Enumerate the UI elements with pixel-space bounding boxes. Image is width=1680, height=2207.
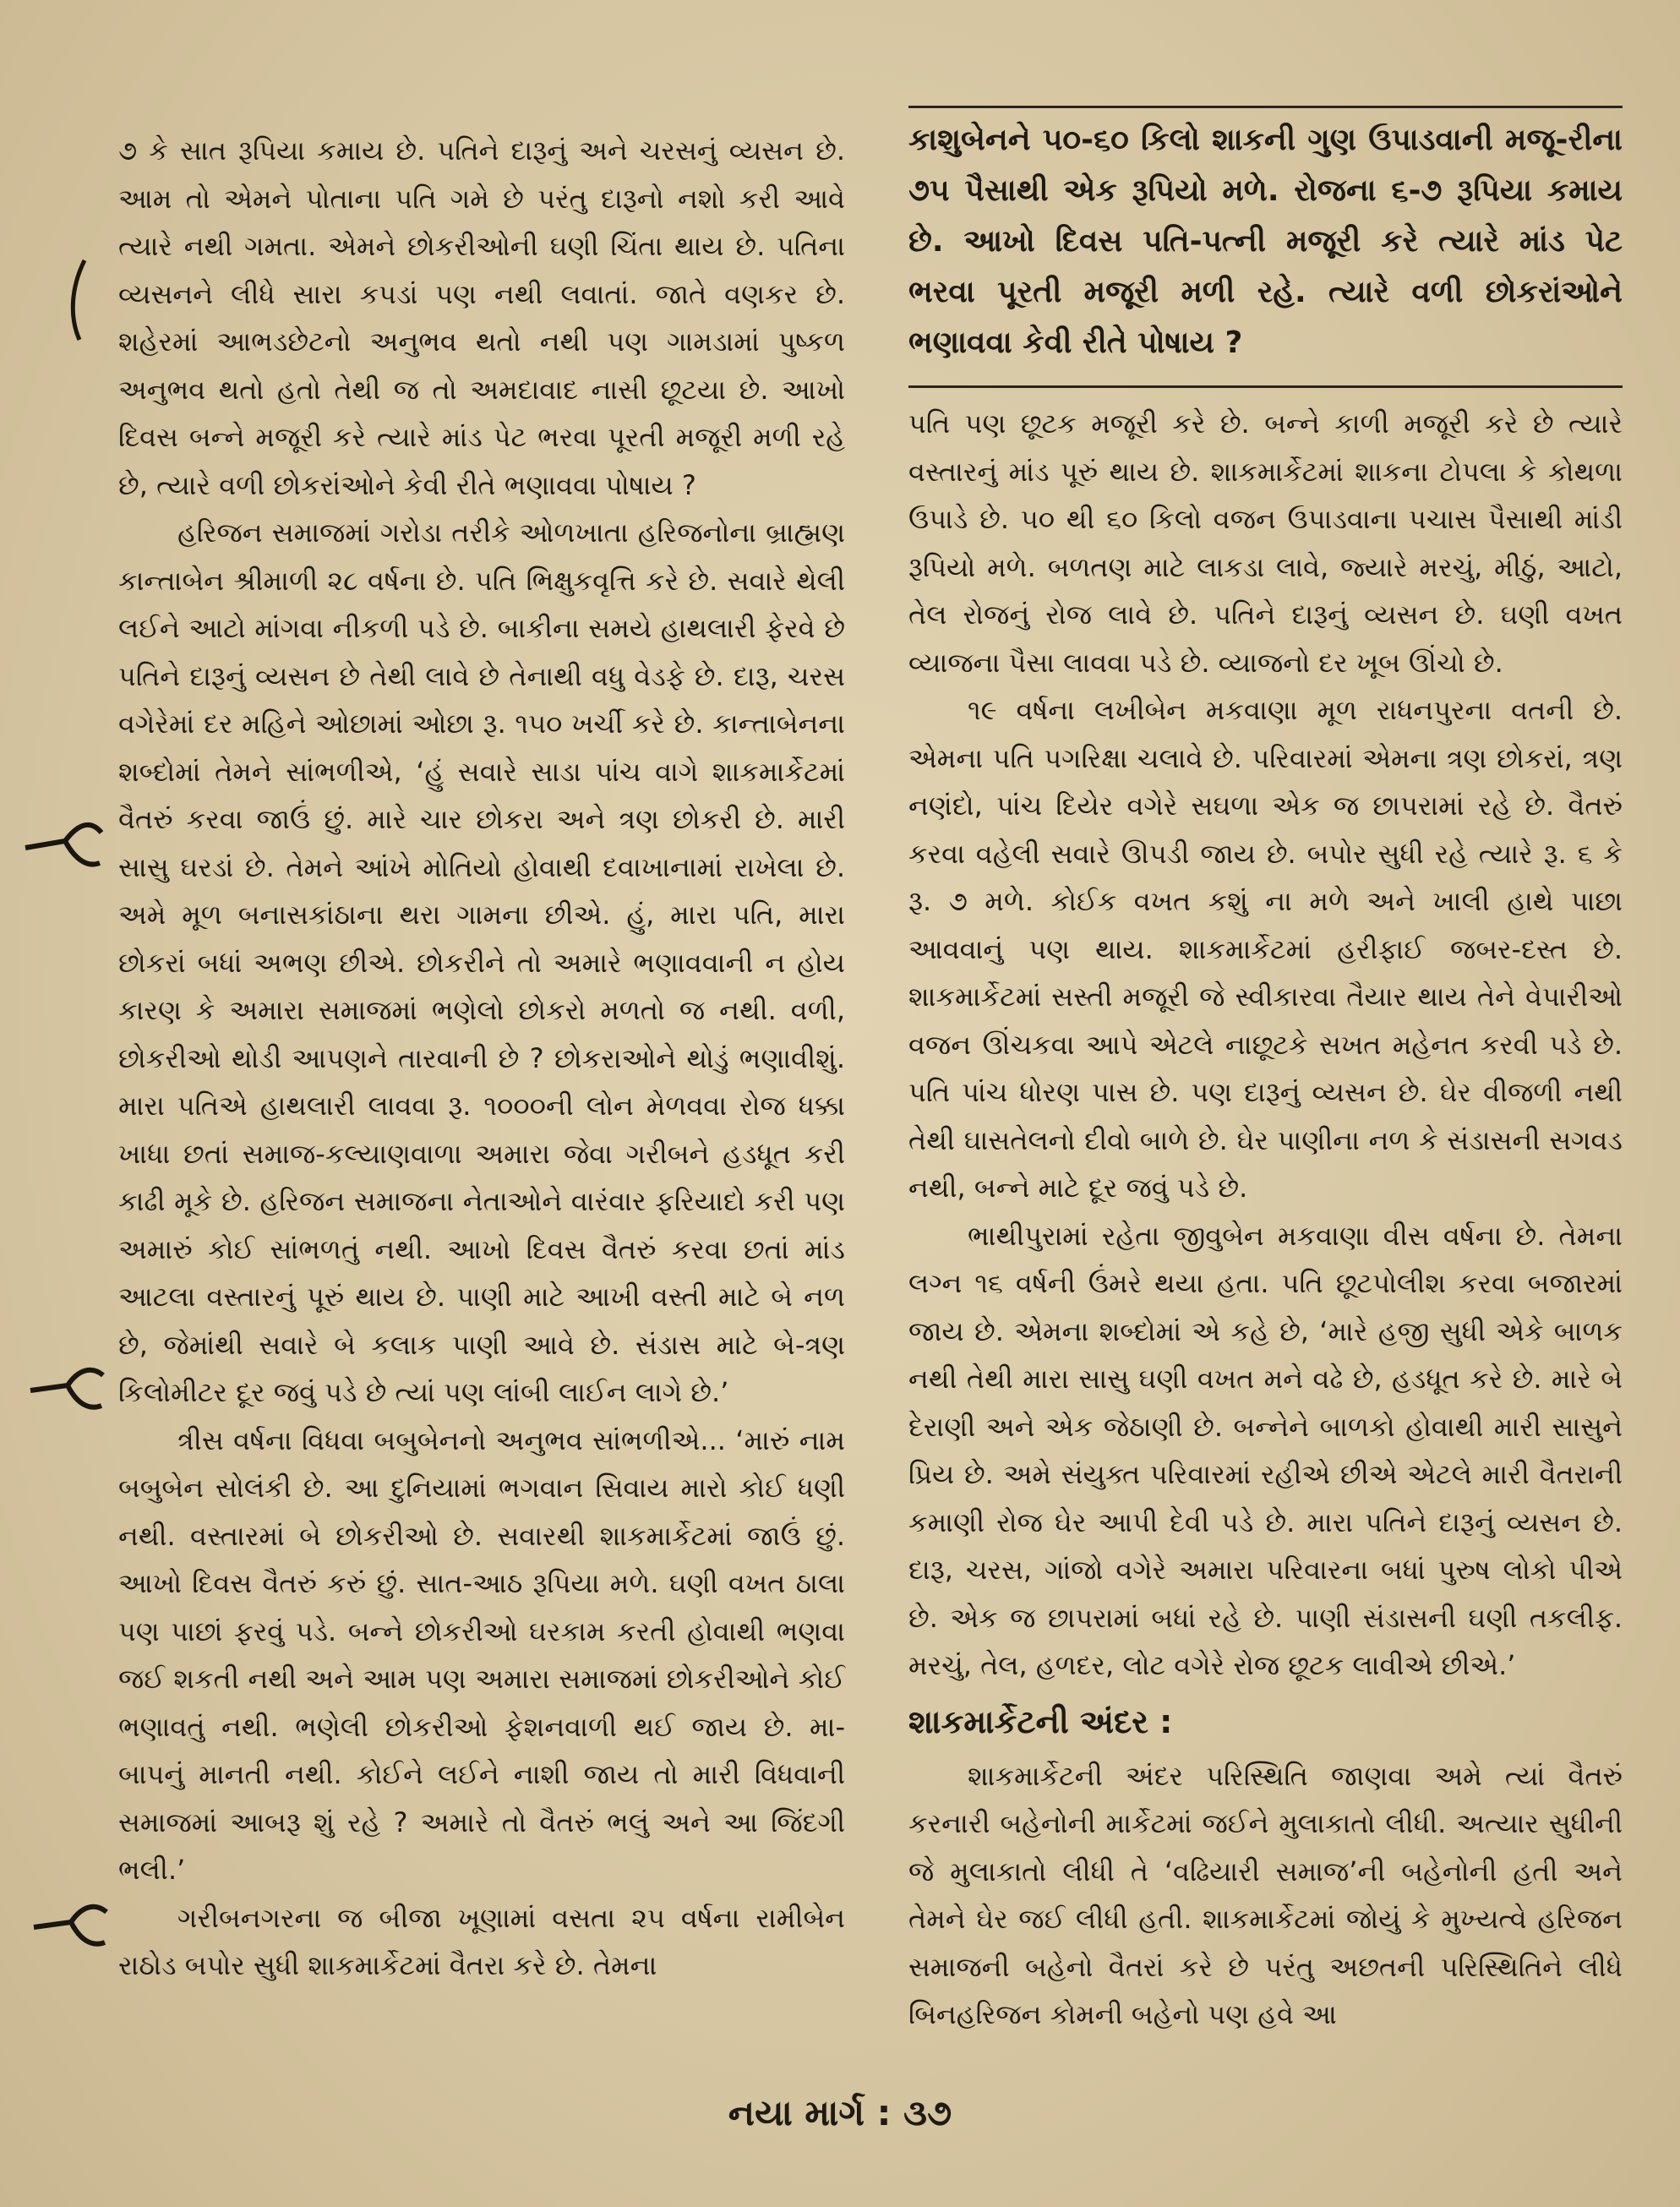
section-heading: શાકમાર્કેટની અંદર :: [908, 1702, 1173, 1740]
pull-quote-box: [908, 106, 1623, 388]
paragraph: ભાથીપુરામાં રહેતા જીવુબેન મકવાણા વીસ વર્ષના છે. તેમના લગ્ન ૧૬ વર્ષની ઉંમરે થયા હતા. પતિ છૂટપોલીશ કરવા બજારમાં જાય છે. એમના શબ્દોમાં એ કહે છે, ‘મારે હજી સુધી એકે બાળક નથી તેથી મારા સાસુ ઘણી વખત મને વઢે છે, હડધૂત કરે છે. મારે બે દેરાણી અને એક જેઠાણી છે. બન્નેને બાળકો હોવાથી મારી સાસુને પ્રિય છે. અમે સંયુક્ત પરિવારમાં રહીએ છીએ એટલે મારી વૈતરાની કમાણી રોજ ઘેર આપી દેવી પડે છે. મારા પતિને દારૂનું વ્યસન છે. દારૂ, ચરસ, ગાંજો વગેરે અમારા પરિવારના બધાં પુરુષ લોકો પીએ છે. એક જ છાપરામાં બધાં રહે છે. પાણી સંડાસની ઘણી તકલીફ. મરચું, તેલ, હળદર, લોટ વગેરે રોજ છૂટક લાવીએ છીએ.’: [908, 1219, 1623, 1681]
paragraph: હરિજન સમાજમાં ગરોડા તરીકે ઓળખાતા હરિજનોના બ્રાહ્મણ કાન્તાબેન શ્રીમાળી ૨૮ વર્ષના છે. પતિ ભિક્ષુકવૃત્તિ કરે છે. સવારે થેલી લઈને આટો માંગવા નીકળી પડે છે. બાકીના સમયે હાથલારી ફેરવે છે પતિને દારૂનું વ્યસન છે તેથી લાવે છે તેનાથી વધુ વેડફે છે. દારૂ, ચરસ વગેરેમાં દર મહિને ઓછામાં ઓછા રૂ. ૧૫૦ ખર્ચી કરે છે. કાન્તાબેનના શબ્દોમાં તેમને સાંભળીએ, ‘હું સવારે સાડા પાંચ વાગે શાકમાર્કેટમાં વૈતરું કરવા જાઉં છું. મારે ચાર છોકરા અને ત્રણ છોકરી છે. મારી સાસુ ઘરડાં છે. તેમને આંખે મોતિયો હોવાથી દવાખાનામાં રાખેલા છે. અમે મૂળ બનાસકાંઠાના થરા ગામના છીએ. હું, મારા પતિ, મારા છોકરાં બધાં અભણ છીએ. છોકરીને તો અમારે ભણાવવાની ન હોય કારણ કે અમારા સમાજમાં ભણેલો છોકરો મળતો જ નથી. વળી, છોકરીઓ થોડી આપણને તારવાની છે ? છોકરાઓને થોડું ભણાવીશું. મારા પતિએ હાથલારી લાવવા રૂ. ૧૦૦૦ની લોન મેળવવા રોજ ધક્કા ખાધા છતાં સમાજ-કલ્યાણવાળા અમારા જેવા ગરીબને હડધૂત કરી કાઢી મૂકે છે. હરિજન સમાજના નેતાઓને વારંવાર ફરિયાદો કરી પણ અમારું કોઈ સાંભળતું નથી. આખો દિવસ વૈતરું કરવા છતાં માંડ આટલા વસ્તારનું પૂરું થાય છે. પાણી માટે આખી વસ્તી માટે બે નળ છે, જેમાંથી સવારે બે કલાક પાણી આવે છે. સંડાસ માટે બે-ત્રણ કિલોમીટર દૂર જવું પડે છે ત્યાં પણ લાંબી લાઈન લાગે છે.’: [118, 516, 845, 1408]
pull-quote: કાશુબેનને ૫૦-૬૦ કિલો શાકની ગુણ ઉપાડવાની મજૂ-રીના ૭૫ પૈસાથી એક રૂપિયો મળે. રોજના ૬-૭ રૂપિયા કમાય છે. આખો દિવસ પતિ-પત્ની મજૂરી કરે ત્યારે માંડ પેટ ભરવા પૂરતી મજૂરી મળી રહે. ત્યારે વળી છોકરાંઓને ભણાવવા કેવી રીતે પોષાય ?: [908, 123, 1623, 360]
margin-binding-notch: [29, 1893, 113, 1961]
page-footer: નયા માર્ગ : ૩૭: [728, 2092, 952, 2133]
paragraph: ત્રીસ વર્ષના વિધવા બબુબેનનો અનુભવ સાંભળીએ... ‘મારું નામ બબુબેન સોલંકી છે. આ દુનિયામાં ભગવાન સિવાય મારો કોઈ ધણી નથી. વસ્તારમાં બે છોકરીઓ છે. સવારથી શાકમાર્કેટમાં જાઉં છું. આખો દિવસ વૈતરું કરું છું. સાત-આઠ રૂપિયા મળે. ઘણી વખત ઠાલા પણ પાછાં ફરવું પડે. બન્ને છોકરીઓ ઘરકામ કરતી હોવાથી ભણવા જઈ શકતી નથી અને આમ પણ અમારા સમાજમાં છોકરીઓને કોઈ ભણાવતું નથી. ભણેલી છોકરીઓ ફેશનવાળી થઈ જાય છે. મા-બાપનું માનતી નથી. કોઈને લઈને નાશી જાય તો મારી વિધવાની સમાજમાં આબરૂ શું રહે ? અમારે તો વૈતરું ભલું અને આ જિંદગી ભલી.’: [118, 1423, 845, 1886]
paragraph: પતિ પણ છૂટક મજૂરી કરે છે. બન્ને કાળી મજૂરી કરે છે ત્યારે વસ્તારનું માંડ પૂરું થાય છે. શાકમાર્કેટમાં શાકના ટોપલા કે કોથળા ઉપાડે છે. ૫૦ થી ૬૦ કિલો વજન ઉપાડવાના પચાસ પૈસાથી માંડી રૂપિયો મળે. બળતણ માટે લાકડા લાવે, જ્યારે મરચું, મીઠું, આટો, તેલ રોજનું રોજ લાવે છે. પતિને દારૂનું વ્યસન છે. ઘણી વખત વ્યાજના પૈસા લાવવા પડે છે. વ્યાજનો દર ખૂબ ઊંચો છે.: [908, 407, 1623, 679]
paragraph: શાકમાર્કેટની અંદર પરિસ્થિતિ જાણવા અમે ત્યાં વૈતરું કરનારી બહેનોની માર્કેટમાં જઈને મુલાકાતો લીધી. અત્યાર સુધીની જે મુલાકાતો લીધી તે ‘વઢિયારી સમાજ’ની બહેનોની હતી અને તેમને ઘેર જઈ લીધી હતી. શાકમાર્કેટમાં જોયું કે મુખ્યત્વે હરિજન સમાજની બહેનો વૈતરાં કરે છે પરંતુ અછતની પરિસ્થિતિને લીધે બિનહરિજન કોમની બહેનો પણ હવે આ: [908, 1759, 1623, 2030]
margin-binding-notch: [19, 816, 112, 883]
paragraph: ૧૯ વર્ષના લખીબેન મકવાણા મૂળ રાધનપુરના વતની છે. એમના પતિ પગરિક્ષા ચલાવે છે. પરિવારમાં એમના ત્રણ છોકરાં, ત્રણ નણંદો, પાંચ દિયેર વગેરે સઘળા એક જ છાપરામાં રહે છે. વૈતરું કરવા વહેલી સવારે ઊપડી જાય છે. બપોર સુધી રહે ત્યારે રૂ. ૬ કે રૂ. ૭ મળે. કોઈક વખત કશું ના મળે અને ખાલી હાથે પાછા આવવાનું પણ થાય. શાકમાર્કેટમાં હરીફાઈ જબર-દસ્ત છે. શાકમાર્કેટમાં સસ્તી મજૂરી જે સ્વીકારવા તૈયાર થાય તેને વેપારીઓ વજન ઊંચકવા આપે એટલે નાછૂટકે સખત મહેનત કરવી પડે છે. પતિ પાંચ ધોરણ પાસ છે. પણ દારૂનું વ્યસન છે. ઘેર વીજળી નથી તેથી ઘાસતેલનો દીવો બાળે છે. ઘેર પાણીના નળ કે સંડાસની સગવડ નથી, બન્ને માટે દૂર જવું પડે છે.: [908, 694, 1623, 1204]
pull-quote-top-rule: [908, 106, 1623, 108]
right-column: [908, 106, 1623, 2039]
left-column: [118, 127, 845, 1990]
paragraph: ગરીબનગરના જ બીજા ખૂણામાં વસતા ૨૫ વર્ષના રામીબેન રાઠોડ બપોર સુધી શાકમાર્કેટમાં વૈતરા કરે છે. તેમના: [118, 1901, 845, 1981]
margin-ink-mark: [51, 254, 101, 347]
paragraph: ૭ કે સાત રૂપિયા કમાય છે. પતિને દારૂનું અને ચરસનું વ્યસન છે. આમ તો એમને પોતાના પતિ ગમે છે પરંતુ દારૂનો નશો કરી આવે ત્યારે નથી ગમતા. એમને છોકરીઓની ઘણી ચિંતા થાય છે. પતિના વ્યસનને લીધે સારા કપડાં પણ નથી લવાતાં. જાતે વણકર છે. શહેરમાં આભડછેટનો અનુભવ થતો નથી પણ ગામડામાં પુષ્કળ અનુભવ થતો હતો તેથી જ તો અમદાવાદ નાસી છૂટયા છે. આખો દિવસ બન્ને મજૂરી કરે ત્યારે માંડ પેટ ભરવા પૂરતી મજૂરી મળી રહે છે, ત્યારે વળી છોકરાંઓને કેવી રીતે ભણાવવા પોષાય ?: [118, 134, 845, 501]
margin-binding-notch: [25, 1357, 110, 1424]
